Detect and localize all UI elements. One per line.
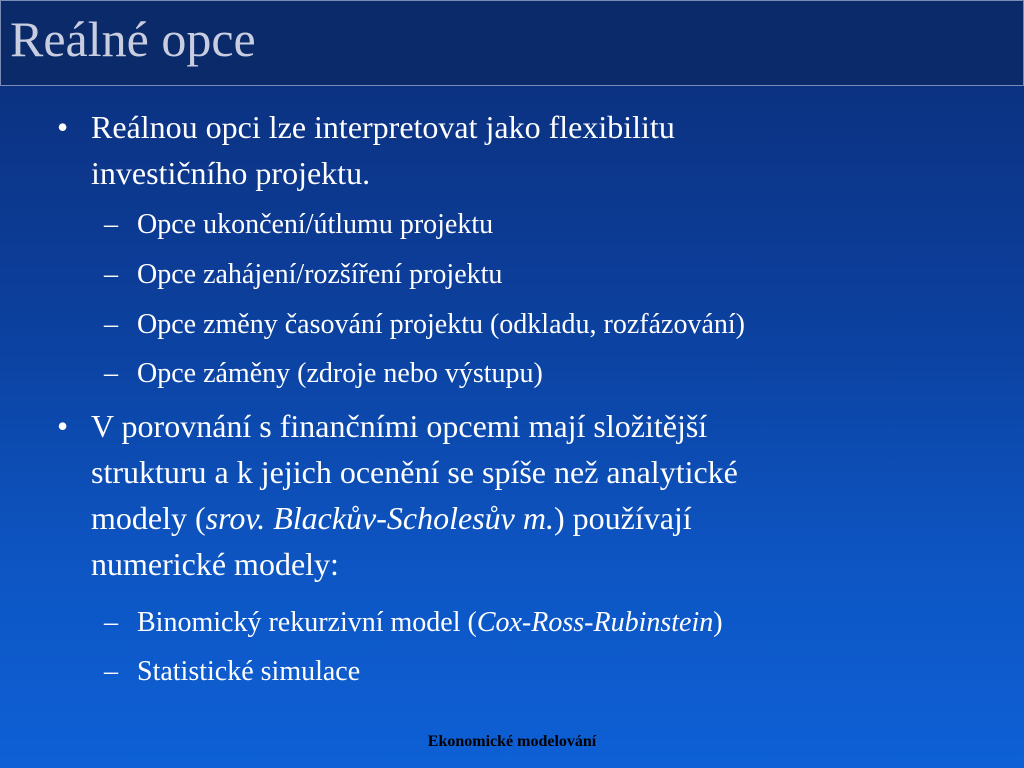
subitem-text: Opce ukončení/útlumu projektu [137,209,494,240]
subitem-italic: Cox-Ross-Rubinstein [476,607,714,638]
bullet-icon: • [57,408,69,444]
dash-icon: – [104,259,118,290]
bullet-2-line-3-before: modely ( [91,500,206,536]
bullet-2-line-2: strukturu a k jejich ocenění se spíše než analytické [91,454,738,490]
slide-title: Reálné opce [10,11,256,67]
subitem-1-3 [104,308,977,342]
subitem-after: ) [713,607,723,638]
subitem-1-2 [104,258,977,292]
bullet-2-line-3 [91,495,951,541]
subitem-1-1 [104,208,977,242]
bullet-2-line-3-italic: srov. Blackův-Scholesův m. [205,500,554,536]
subitem-1-4 [104,357,977,391]
dash-icon: – [104,656,118,687]
bullet-item-2 [57,403,951,587]
dash-icon: – [104,607,118,638]
bullet-2-line-1: V porovnání s finančními opcemi mají složitější [91,408,708,444]
bullet-2-line-3-after: ) používají [553,500,692,536]
dash-icon: – [104,358,118,389]
subitem-2-2 [104,655,977,689]
bullet-icon: • [57,109,69,145]
bullet-item-1 [57,104,951,196]
subitem-text: Opce zahájení/rozšíření projektu [137,259,503,290]
dash-icon: – [104,309,118,340]
subitem-text: Opce změny časování projektu (odkladu, rozfázování) [137,309,745,340]
bullet-1-line-1: Reálnou opci lze interpretovat jako flexibilitu [91,109,675,145]
subitem-text: Opce záměny (zdroje nebo výstupu) [137,358,543,389]
subitem-2-1 [104,606,977,640]
bullet-1-line-2: investičního projektu. [91,155,371,191]
slide-footer: Ekonomické modelování [427,733,597,750]
dash-icon: – [104,209,118,240]
subitem-text: Statistické simulace [137,656,361,687]
subitem-before: Binomický rekurzivní model ( [137,607,477,638]
bullet-2-line-4: numerické modely: [91,546,339,582]
